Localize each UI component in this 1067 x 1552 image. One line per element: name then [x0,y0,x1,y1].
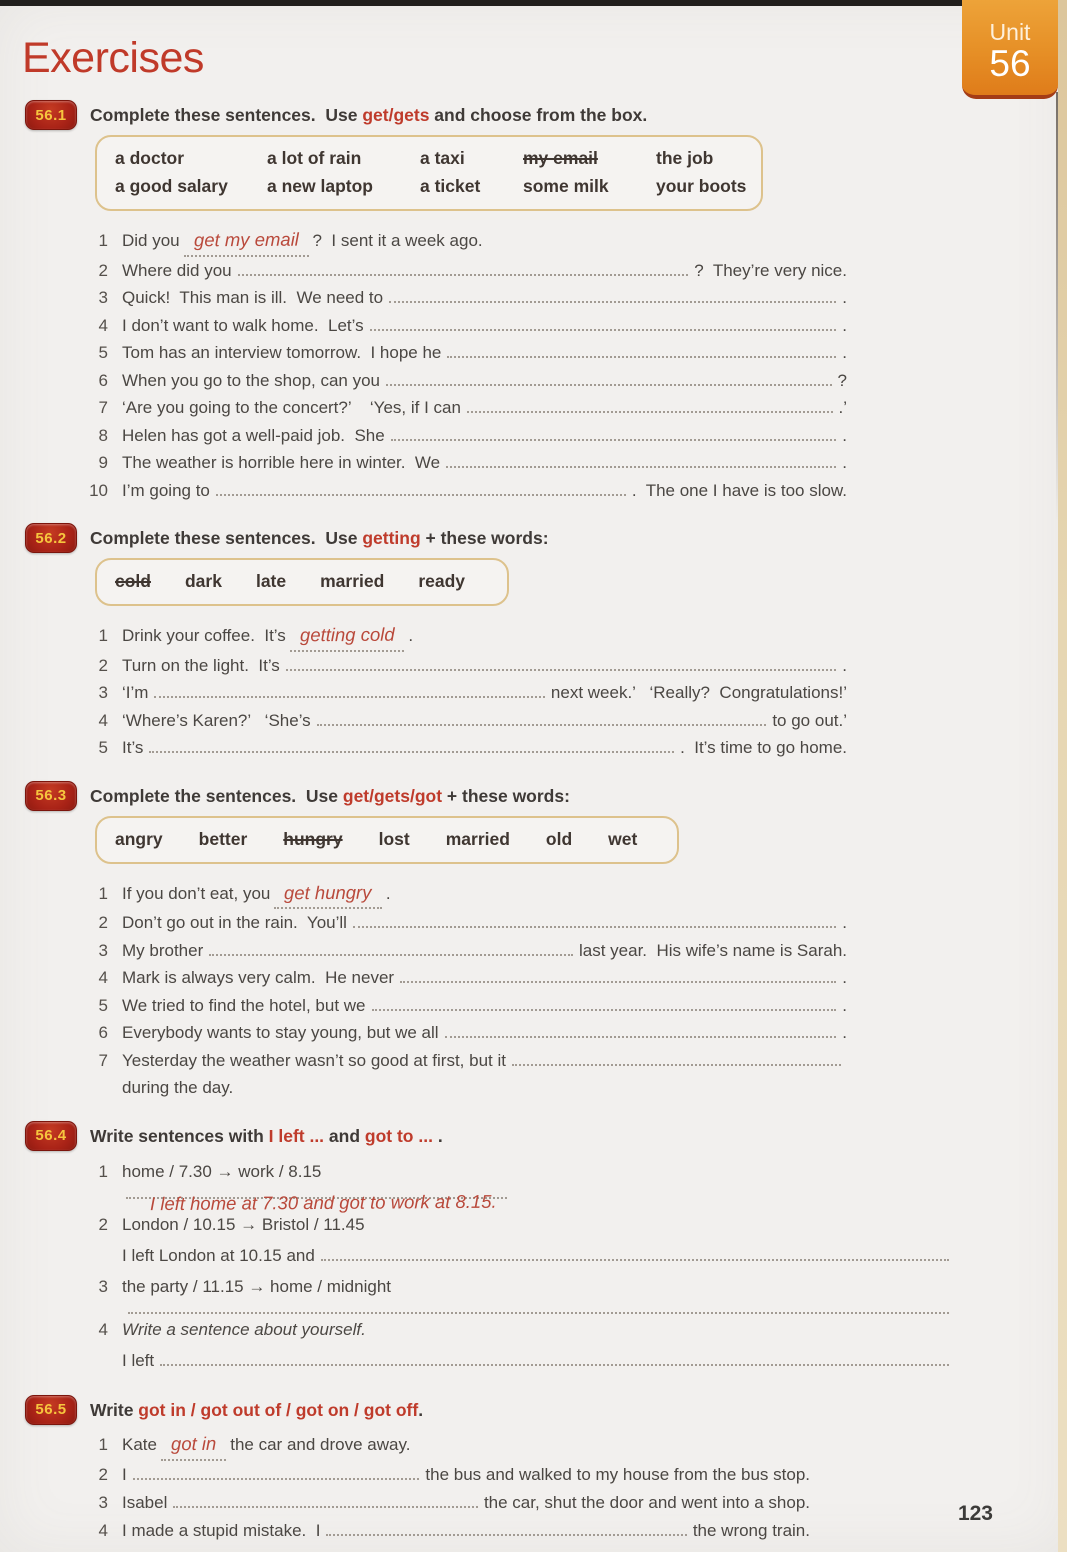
sentence-text: ‘Are you going to the concert?’ ‘Yes, if I can [122,398,461,417]
sentence-text: . [842,995,847,1015]
answer-blank[interactable] [447,346,836,358]
sentence-line [82,909,847,937]
instruction-keyword: get/gets [362,105,430,125]
sentence-text: ‘Where’s Karen?’ ‘She’s [122,710,311,730]
sentence-line [82,679,847,707]
word-choice-box [95,816,679,864]
sentence-number: 4 [98,315,108,335]
sentence-text: If you don’t eat, you [122,883,271,903]
exercise-body [82,558,1067,762]
exercise-number-badge: 56.2 [25,523,77,553]
sentence-number: 6 [98,370,108,390]
sentence-number: 10 [89,480,108,500]
sentence-text: Yesterday the weather wasn’t so good at first, but it [122,1050,506,1070]
sentence-line [82,1019,847,1047]
exercise-instructions [90,1396,423,1424]
sentence-text: . [842,1023,847,1042]
exercises-container [22,101,1067,1545]
exercise-section-56.1 [22,101,1067,504]
instruction-text: Complete these sentences. Use [90,528,363,548]
word-choice: wet [608,828,638,849]
sentence-text: last year. His wife’s name is Sarah. [578,940,847,960]
sentence-text: Turn on the light. It’s [122,655,280,675]
instruction-keyword: I left ... [268,1125,325,1146]
exercise-body [82,816,1067,1102]
answer-blank[interactable] [389,291,836,303]
sentence-line [82,284,847,312]
word-choice: ready [418,571,466,591]
exercise-heading-row [22,1122,1067,1151]
answer-blank[interactable] [149,741,674,753]
sentence-text: the bus and walked to my house from the bus stop. [425,1464,810,1484]
sentence-text: . [842,913,847,932]
answer-blank[interactable] [184,226,309,257]
sentence-line [82,1302,955,1314]
exercise-section-56.4 [22,1122,1067,1376]
sentence-line [82,1271,955,1302]
word-choice: a ticket [420,176,481,196]
answer-blank[interactable] [128,1302,949,1314]
exercise-number-badge: 56.5 [25,1395,77,1425]
sentence-text: . It’s time to go home. [680,738,847,757]
sentence-line [82,312,847,340]
sentence-number: 3 [98,940,108,960]
sentence-text: ? [837,370,847,390]
sentence-number: 5 [98,738,108,757]
answer-blank[interactable] [154,686,544,698]
sentence-line [82,1314,955,1345]
sentence-number: 7 [98,1050,108,1070]
sentence-line [82,1074,847,1102]
sentence-line [82,1489,810,1517]
sentence-number: 3 [98,288,108,307]
sentence-line [82,257,847,285]
word-choice: old [545,828,573,849]
sentence-number: 5 [98,343,108,362]
sentence-text: ? They’re very nice. [694,260,847,280]
exercise-heading-row [22,1396,1067,1425]
sentence-text: during the day. [122,1078,234,1097]
word-choice: the job [656,148,714,168]
page-number: 123 [957,1502,993,1525]
page-title: Exercises [22,34,204,82]
sentence-text: I left [122,1350,155,1370]
exercise-section-56.2 [22,524,1067,762]
sentence-number: 1 [98,1434,108,1454]
sentence-number: 2 [98,1214,108,1234]
instruction-keyword: get/gets/got [342,785,443,806]
sentence-line [82,1461,810,1489]
word-choice: married [445,828,510,849]
sentence-text: . [842,655,847,675]
instruction-keyword: got in / got out of / got on / got off [138,1399,419,1420]
sentence-text: Helen has got a well-paid job. She [122,425,385,445]
answer-blank[interactable] [238,264,689,276]
sentence-text: . [408,626,414,645]
sentence-line [82,449,847,477]
answer-blank[interactable] [133,1468,420,1480]
answer-blank[interactable] [400,971,836,983]
exercise-body [82,1156,1067,1376]
sentence-text: Write a sentence about yourself. [122,1319,366,1339]
answer-blank[interactable] [126,1187,507,1214]
exercise-section-56.3 [22,782,1067,1102]
word-choice: a lot of rain [267,148,362,168]
sentence-number: 3 [98,683,108,702]
handwritten-answer: get my email [193,228,299,251]
sentence-number: 3 [98,1276,108,1296]
answer-blank[interactable] [467,401,833,413]
instruction-text: Complete these sentences. Use [90,105,363,125]
answer-blank[interactable] [446,456,836,468]
sentence-number: 6 [98,1023,108,1042]
answer-blank[interactable] [160,1354,949,1366]
sentence-text: the car, shut the door and went into a shop. [483,1492,810,1512]
exercise-body [82,135,1067,504]
instruction-text: Write [90,1399,139,1420]
sentence-line [82,964,847,992]
sentence-number: 4 [98,710,108,730]
sentence-text: . [842,425,847,445]
sentence-text: We tried to find the hotel, but we [122,995,366,1015]
exercise-instructions [90,1122,443,1150]
exercise-number-badge: 56.3 [25,781,77,811]
sentence-number: 3 [98,1492,108,1512]
word-choice: a new laptop [267,176,373,196]
sentence-line [82,1047,847,1075]
sentence-text: . [842,315,847,335]
answer-blank[interactable] [209,944,573,956]
instruction-keyword: getting [362,528,421,548]
answer-blank[interactable] [326,1524,686,1536]
sentence-line [82,422,847,450]
sentence-line [82,1187,955,1214]
exercise-heading-row [22,524,1067,553]
sentence-line [82,339,847,367]
answer-blank[interactable] [286,659,836,671]
handwritten-answer: getting cold [299,623,395,646]
answer-blank[interactable] [274,879,381,910]
answer-blank[interactable] [173,1496,478,1508]
sentence-text: The weather is horrible here in winter. We [122,453,441,472]
sentence-text: ? I sent it a week ago. [312,231,483,250]
sentence-text: I left London at 10.15 and [122,1245,315,1265]
answer-blank[interactable] [445,1026,837,1038]
sentence-line [82,621,847,652]
sentence-line [82,992,847,1020]
word-choice: late [255,571,287,591]
sentence-number: 1 [98,231,108,250]
sentence-number: 7 [98,398,108,417]
sentence-text: I’m going to [122,480,210,500]
instruction-text: + these words: [420,528,549,548]
sentence-text: . [842,288,847,307]
word-choice: angry [115,828,163,849]
answer-blank[interactable] [512,1054,841,1066]
sentence-text: the party / 11.15 → home / midnight [122,1276,391,1296]
sentence-number: 1 [98,626,108,645]
word-choice-box [95,135,763,211]
word-choice: a good salary [115,176,228,196]
sentence-text: Did you [122,231,180,250]
word-choice: lost [378,828,410,849]
sentence-text: . [842,453,847,472]
sentence-number: 4 [98,968,108,987]
sentence-line [82,1240,955,1271]
sentence-text: My brother [122,940,204,960]
instruction-text: Complete the sentences. Use [90,785,343,806]
answer-blank[interactable] [216,484,626,496]
sentence-number: 1 [98,883,108,903]
exercise-body [82,1430,1067,1545]
answer-blank[interactable] [391,429,837,441]
sentence-text: London / 10.15 → Bristol / 11.45 [122,1214,365,1234]
instruction-text: and [324,1125,365,1146]
sentence-text: the wrong train. [692,1520,810,1540]
sentence-text: Don’t go out in the rain. You’ll [122,913,347,932]
sentence-number: 9 [98,453,108,472]
handwritten-answer: I left home at 7.30 and got to work at 8.15. [149,1190,497,1214]
word-choice: your boots [656,176,747,196]
sentence-number: 2 [98,655,108,675]
sentence-line [82,879,847,910]
handwritten-answer: get hungry [284,881,372,903]
word-choice: a doctor [115,148,185,168]
sentence-line [82,477,847,505]
answer-blank[interactable] [353,916,836,928]
word-choice: my email [523,148,598,168]
sentence-line [82,734,847,762]
sentence-text: Mark is always very calm. He never [122,968,395,987]
instruction-text: + these words: [442,785,570,806]
sentence-text: next week.’ ‘Really? Congratulations!’ [550,683,847,702]
sentence-number: 4 [98,1319,108,1339]
sentence-text: It’s [122,738,144,757]
answer-blank[interactable] [370,319,837,331]
sentence-text: . The one I have is too slow. [631,480,847,500]
answer-blank[interactable] [161,1430,226,1461]
sentence-line [82,707,847,735]
sentence-text: Kate [122,1434,157,1454]
sentence-text: Everybody wants to stay young, but we all [122,1023,439,1042]
instruction-text: and choose from the box. [429,105,648,125]
sentence-line [82,652,847,680]
sentence-line [82,1345,955,1376]
sentence-text: Drink your coffee. It’s [122,626,286,645]
sentence-text: .’ [838,398,847,417]
instruction-text: . [437,1125,443,1146]
unit-label: Unit [989,19,1031,45]
word-choice-box [95,558,509,606]
instruction-keyword: got to ... [364,1125,438,1146]
word-choice: cold [115,571,151,591]
sentence-text: ‘I’m [122,683,149,702]
answer-blank[interactable] [386,374,832,386]
answer-blank[interactable] [321,1249,949,1261]
sentence-text: I [122,1464,127,1484]
answer-blank[interactable] [317,714,767,726]
sentence-text: the car and drove away. [230,1434,411,1454]
exercise-section-56.5 [22,1396,1067,1545]
sentence-number: 5 [98,995,108,1015]
handwritten-answer: got in [170,1432,217,1454]
sentence-number: 1 [98,1161,108,1181]
word-choice: a taxi [420,148,465,168]
sentence-number: 2 [98,913,108,932]
sentence-line [82,1156,955,1187]
word-choice: some milk [523,176,609,196]
sentence-text: home / 7.30 → work / 8.15 [122,1161,322,1181]
sentence-text: I made a stupid mistake. I [122,1520,321,1540]
word-choice: dark [184,571,222,591]
exercise-instructions [90,782,570,810]
sentence-text: Quick! This man is ill. We need to [122,288,384,307]
sentence-number: 8 [98,425,108,445]
exercise-instructions [90,101,647,129]
sentence-number: 2 [98,1464,108,1484]
sentence-text: Isabel [122,1492,168,1512]
sentence-number: 2 [98,260,108,280]
sentence-line [82,394,847,422]
sentence-text: I don’t want to walk home. Let’s [122,315,364,335]
sentence-line [82,226,847,257]
word-choice: married [320,571,385,591]
sentence-text: . [842,968,847,987]
sentence-line [82,1517,810,1545]
sentence-text: Tom has an interview tomorrow. I hope he [122,343,442,362]
answer-blank[interactable] [372,999,837,1011]
exercise-number-badge: 56.4 [25,1121,77,1151]
sentence-text: . [385,883,391,903]
word-choice: hungry [283,828,343,849]
instruction-text: Write sentences with [90,1125,269,1146]
sentence-line [82,367,847,395]
unit-number: 56 [989,43,1031,84]
sentence-text: Where did you [122,260,232,280]
sentence-line [82,937,847,965]
exercise-instructions [90,524,549,552]
instruction-text: . [418,1399,424,1420]
sentence-text: . [842,343,847,362]
exercise-number-badge: 56.1 [25,100,77,130]
sentence-text: to go out.’ [772,710,847,730]
sentence-number: 4 [98,1520,108,1540]
exercise-heading-row [22,101,1067,130]
answer-blank[interactable] [290,621,405,652]
sentence-line [82,1430,810,1461]
word-choice: better [198,828,248,849]
exercise-heading-row [22,782,1067,811]
sentence-text: When you go to the shop, can you [122,370,381,390]
